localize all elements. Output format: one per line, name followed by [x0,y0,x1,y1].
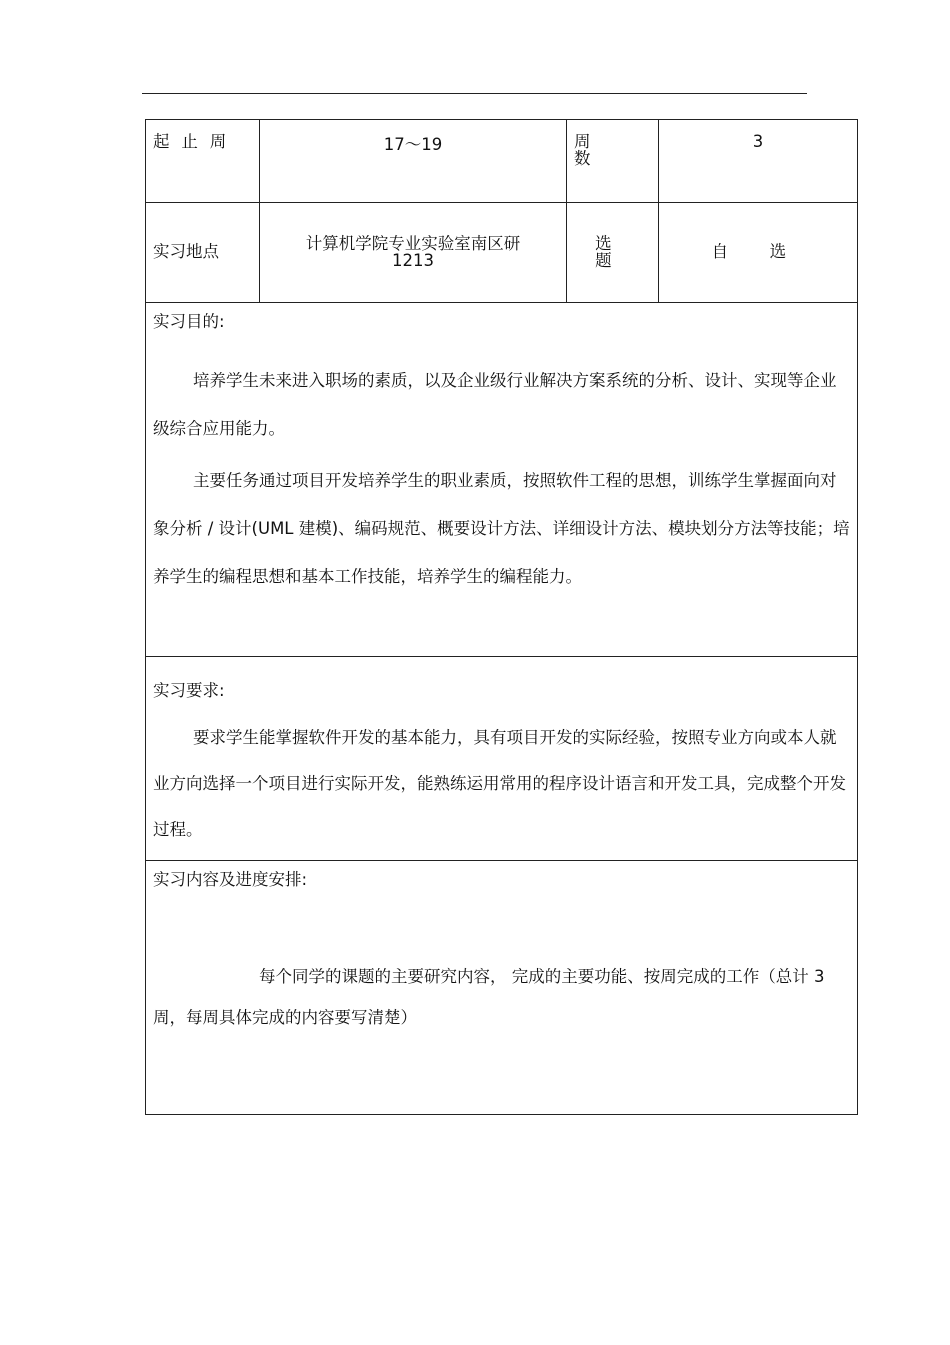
purpose-paragraph-2: 主要任务通过项目开发培养学生的职业素质，按照软件工程的思想，训练学生掌握面向对象分析 / 设计(UML 建模)、编码规范、概要设计方法、详细设计方法、模块划分方法等技能；培养学生的编程思想和基本工作技能，培养学生的编程能力。 [153,470,850,586]
content-section [146,861,858,1115]
location-value-line1: 计算机学院专业实验室南区研 [305,234,521,253]
period-label: 起 止 周 [146,120,260,203]
requirements-section [146,657,858,861]
period-row [146,120,858,203]
location-label: 实习地点 [146,203,260,303]
purpose-paragraph-1: 培养学生未来进入职场的素质，以及企业级行业解决方案系统的分析、设计、实现等企业级综合应用能力。 [153,370,837,438]
content-paragraph: 每个同学的课题的主要研究内容， 完成的主要功能、按周完成的工作（总计 3 周，每周具体完成的内容要写清楚） [153,966,825,1027]
requirements-title: 实习要求: [153,681,225,700]
location-value-line2: 1213 [392,250,434,270]
weeks-label: 周 数 [567,120,659,203]
topic-value: 自 选 [659,203,858,303]
location-value [260,203,567,303]
purpose-title: 实习目的: [153,312,225,331]
requirements-paragraph: 要求学生能掌握软件开发的基本能力，具有项目开发的实际经验，按照专业方向或本人就业方向选择一个项目进行实际开发，能熟练运用常用的程序设计语言和开发工具，完成整个开发过程。 [153,727,846,839]
header-rule [142,93,807,94]
topic-label: 选 题 [567,203,659,303]
requirements-row [146,657,858,861]
internship-form-table [145,119,858,1115]
period-value: 17～19 [260,120,567,203]
location-row [146,203,858,303]
content-title: 实习内容及进度安排: [153,870,308,889]
purpose-row [146,303,858,657]
purpose-section [146,303,858,657]
content-row [146,861,858,1115]
weeks-value: 3 [659,120,858,203]
